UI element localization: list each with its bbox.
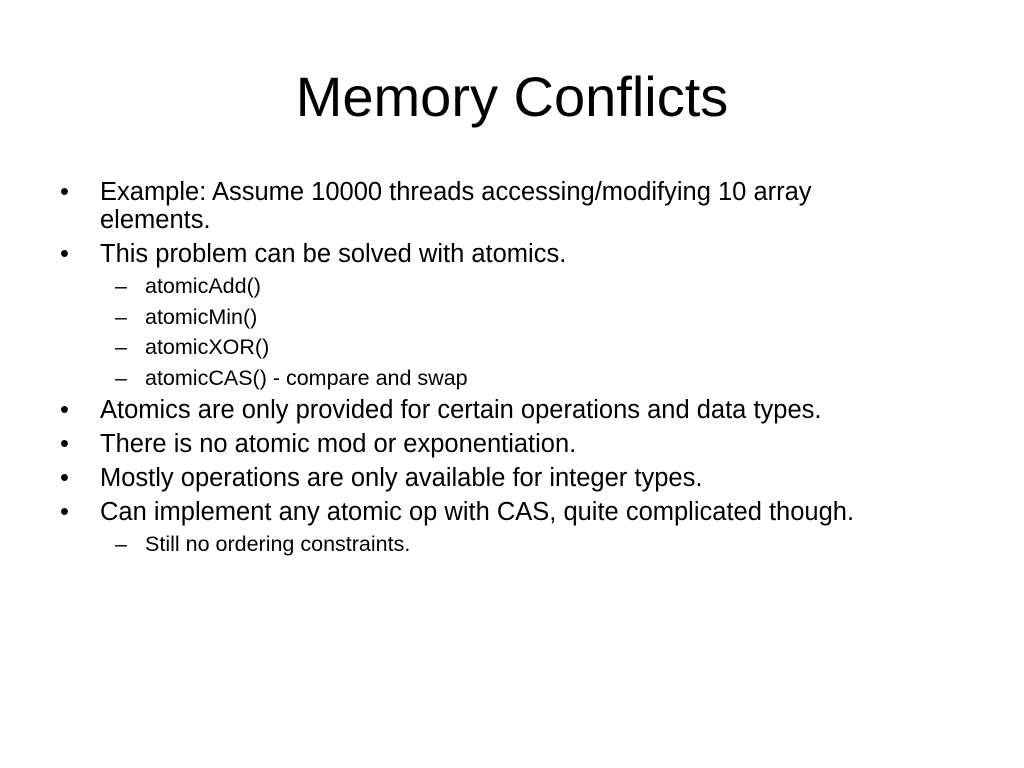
sub-bullet-text: Still no ordering constraints. (145, 532, 411, 556)
bullet-marker: • (60, 464, 69, 492)
sub-bullet-item (0, 335, 925, 359)
sub-bullet-item (0, 274, 925, 298)
slide-title: Memory Conflicts (295, 65, 729, 128)
bullet-text: This problem can be solved with atomics. (100, 240, 567, 268)
bullet-marker: • (60, 240, 69, 268)
dash-marker: – (115, 304, 127, 329)
sub-bullet-item (0, 305, 925, 329)
bullet-text: Example: Assume 10000 threads accessing/modifying 10 array elements. (100, 178, 812, 234)
dash-marker: – (115, 274, 127, 298)
bullet-text: Mostly operations are only available for integer types. (100, 464, 703, 492)
bullet-text: There is no atomic mod or exponentiation. (100, 430, 577, 458)
bullet-marker: • (60, 178, 69, 206)
dash-marker: – (115, 365, 127, 390)
dash-marker: – (115, 335, 127, 359)
sub-bullet-text: atomicMin() (145, 304, 258, 329)
sub-bullet-text: atomicXOR() (145, 335, 270, 359)
sub-bullet-item (0, 532, 925, 556)
bullet-item (0, 240, 920, 268)
bullet-marker: • (60, 396, 69, 424)
dash-marker: – (115, 532, 127, 556)
bullet-marker: • (60, 430, 69, 458)
bullet-item (0, 498, 920, 526)
sub-bullet-text: atomicAdd() (145, 274, 261, 298)
bullet-item (0, 396, 920, 424)
bullet-item (0, 430, 920, 458)
bullet-text: Can implement any atomic op with CAS, quite complicated though. (100, 498, 855, 526)
sub-bullet-text: atomicCAS() - compare and swap (145, 365, 468, 390)
bullet-list (0, 178, 1024, 563)
bullet-item (0, 464, 920, 492)
bullet-text: Atomics are only provided for certain operations and data types. (100, 396, 822, 424)
bullet-item (0, 178, 920, 234)
bullet-marker: • (60, 498, 69, 526)
sub-bullet-item (0, 366, 925, 390)
